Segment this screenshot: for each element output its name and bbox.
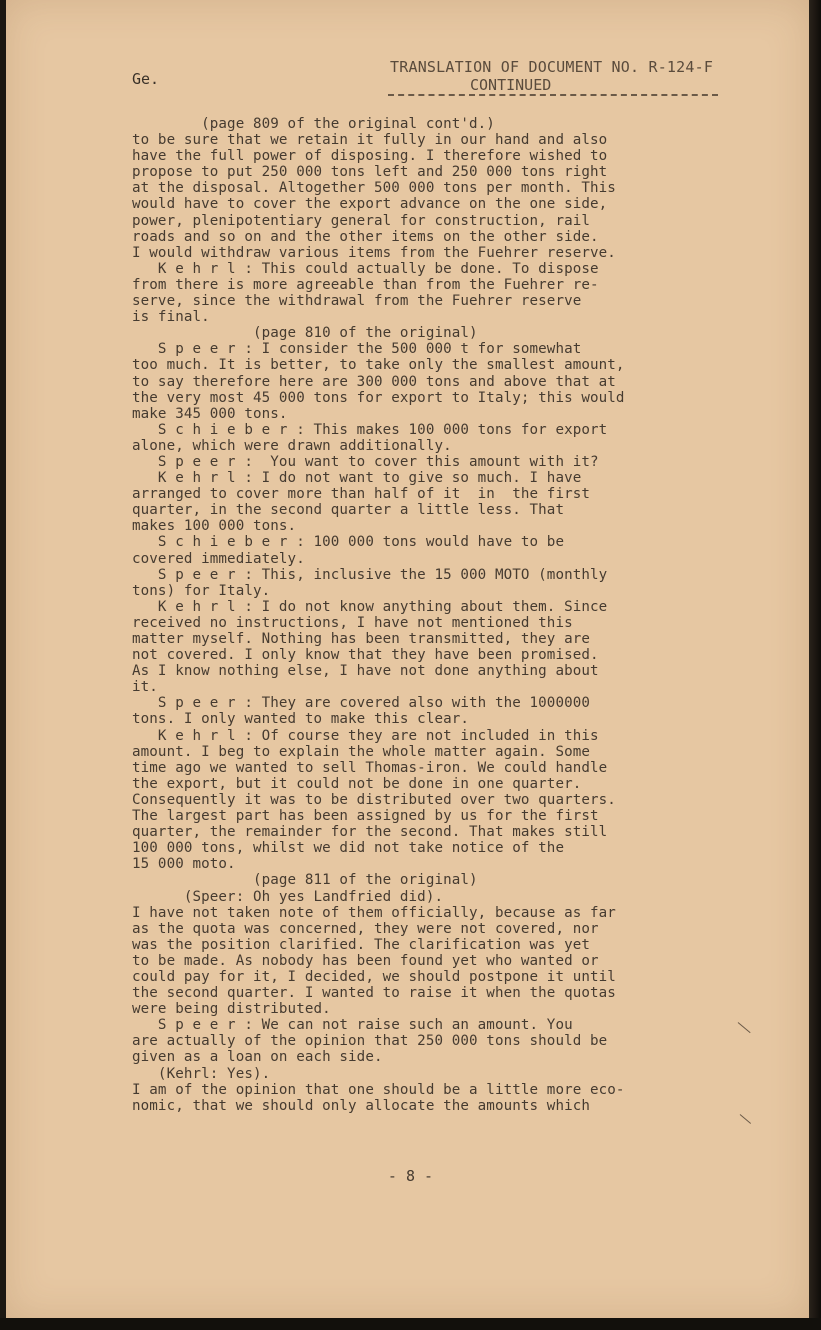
text-line: make 345 000 tons. [132, 405, 288, 422]
header-underline [388, 94, 718, 96]
scan-border-right [809, 0, 821, 1330]
text-line: is final. [132, 309, 210, 326]
text-line: were being distributed. [132, 1001, 331, 1018]
text-line: Consequently it was to be distributed over two quarters. [132, 791, 616, 808]
text-line: could pay for it, I decided, we should postpone it until [132, 968, 616, 985]
text-line: 15 000 moto. [132, 856, 236, 873]
text-line: 100 000 tons, whilst we did not take notice of the [132, 840, 565, 857]
text-line: S c h i e b e r : 100 000 tons would have to be [132, 534, 565, 551]
text-line: K e h r l : Of course they are not included in this [132, 727, 599, 744]
text-line: quarter, the remainder for the second. That makes still [132, 824, 608, 841]
header-code: Ge. [132, 70, 160, 88]
text-line: given as a loan on each side. [132, 1049, 383, 1066]
text-line: S p e e r : I consider the 500 000 t for somewhat [132, 341, 582, 358]
text-line: it. [132, 679, 158, 696]
text-line: have the full power of disposing. I therefore wished to [132, 148, 608, 165]
text-line: received no instructions, I have not mentioned this [132, 614, 573, 631]
text-line: the export, but it could not be done in one quarter. [132, 775, 582, 792]
text-line: matter myself. Nothing has been transmitted, they are [132, 631, 591, 647]
text-line: (page 811 of the original) [132, 872, 478, 889]
text-line: S p e e r : They are covered also with the 1000000 [132, 695, 591, 712]
text-line: (Speer: Oh yes Landfried did). [132, 888, 444, 905]
text-line: to be sure that we retain it fully in our hand and also [132, 132, 608, 149]
text-line: tons) for Italy. [132, 582, 271, 599]
text-line: (page 810 of the original) [132, 325, 478, 342]
text-line: S p e e r : We can not raise such an amount. You [132, 1017, 573, 1034]
text-line: K e h r l : I do not want to give so much. I have [132, 470, 582, 487]
text-line: at the disposal. Altogether 500 000 tons per month. This [132, 180, 616, 197]
text-line: covered immediately. [132, 550, 305, 567]
transcript-body [132, 116, 732, 1114]
document-subtitle: CONTINUED [470, 76, 552, 94]
text-line: the second quarter. I wanted to raise it when the quotas [132, 985, 616, 1002]
text-line: propose to put 250 000 tons left and 250 000 tons right [132, 164, 608, 181]
text-line: As I know nothing else, I have not done anything about [132, 663, 599, 680]
text-line: too much. It is better, to take only the smallest amount, [132, 357, 625, 374]
text-line: makes 100 000 tons. [132, 518, 297, 535]
text-line: I am of the opinion that one should be a little more eco- [132, 1081, 625, 1098]
scan-border-bottom [0, 1318, 821, 1330]
text-line: time ago we wanted to sell Thomas-iron. We could handle [132, 759, 608, 776]
text-line: (Kehrl: Yes). [132, 1065, 271, 1082]
text-line: are actually of the opinion that 250 000 tons should be [132, 1033, 608, 1050]
text-line: S c h i e b e r : This makes 100 000 tons for export [132, 421, 608, 438]
text-line: roads and so on and the other items on the other side. [132, 228, 599, 245]
text-line: I have not taken note of them officially, because as far [132, 904, 616, 921]
text-line: I would withdraw various items from the Fuehrer reserve. [132, 244, 616, 261]
text-line: S p e e r : This, inclusive the 15 000 MOTO (monthly [132, 566, 608, 583]
text-line: K e h r l : This could actually be done. To dispose [132, 260, 599, 277]
text-line: tons. I only wanted to make this clear. [132, 711, 470, 728]
text-line: K e h r l : I do not know anything about them. Since [132, 598, 608, 615]
text-line: The largest part has been assigned by us for the first [132, 808, 599, 825]
text-line: S p e e r : You want to cover this amount with it? [132, 453, 599, 470]
text-line: nomic, that we should only allocate the amounts which [132, 1097, 591, 1114]
text-line: would have to cover the export advance on the one side, [132, 196, 608, 213]
text-line: serve, since the withdrawal from the Fuehrer reserve [132, 293, 582, 310]
text-line: quarter, in the second quarter a little less. That [132, 502, 565, 519]
text-line: (page 809 of the original cont'd.) [132, 116, 495, 132]
page-number: - 8 - [387, 1167, 434, 1185]
document-title: TRANSLATION OF DOCUMENT NO. R-124-F [390, 58, 714, 76]
text-line: the very most 45 000 tons for export to Italy; this would [132, 389, 625, 406]
text-line: arranged to cover more than half of it in the first [132, 486, 591, 503]
text-line: to say therefore here are 300 000 tons and above that at [132, 373, 616, 390]
text-line: amount. I beg to explain the whole matter again. Some [132, 743, 591, 760]
text-line: not covered. I only know that they have been promised. [132, 647, 599, 664]
text-line: to be made. As nobody has been found yet who wanted or [132, 952, 599, 969]
text-line: power, plenipotentiary general for construction, rail [132, 212, 591, 229]
text-line: as the quota was concerned, they were not covered, nor [132, 920, 599, 937]
text-line: was the position clarified. The clarification was yet [132, 936, 591, 953]
text-line: from there is more agreeable than from the Fuehrer re- [132, 276, 599, 293]
text-line: alone, which were drawn additionally. [132, 437, 452, 454]
